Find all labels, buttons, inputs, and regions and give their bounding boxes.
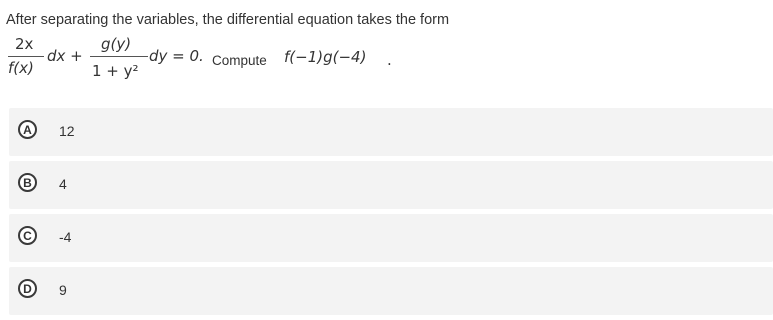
option-value: -4 [59, 229, 72, 245]
compute-period: . [387, 51, 392, 69]
option-c[interactable] [9, 214, 773, 262]
option-d[interactable] [9, 267, 773, 315]
option-b[interactable] [9, 161, 773, 209]
fraction-2-denominator: 1 + y² [92, 62, 139, 80]
option-letter-badge: C [18, 226, 37, 245]
question [6, 10, 766, 84]
fraction-2-numerator: g(y) [101, 35, 132, 53]
equation [6, 32, 766, 84]
dy-term: dy = 0. [149, 47, 204, 65]
fraction-2-bar [90, 56, 148, 57]
answer-options [9, 108, 773, 320]
option-a[interactable] [9, 108, 773, 156]
fraction-1-bar [8, 56, 44, 57]
option-value: 12 [59, 123, 75, 139]
option-value: 9 [59, 282, 67, 298]
fraction-1-numerator: 2x [15, 35, 34, 53]
compute-label: Compute [212, 53, 267, 68]
option-letter-badge: B [18, 173, 37, 192]
option-value: 4 [59, 176, 67, 192]
question-text: After separating the variables, the differential equation takes the form [6, 12, 450, 28]
compute-expression: f(−1)g(−4) [284, 48, 367, 66]
dx-term: dx + [47, 47, 83, 65]
option-letter-badge: A [18, 120, 37, 139]
option-letter-badge: D [18, 279, 37, 298]
fraction-1-denominator: f(x) [8, 59, 34, 77]
